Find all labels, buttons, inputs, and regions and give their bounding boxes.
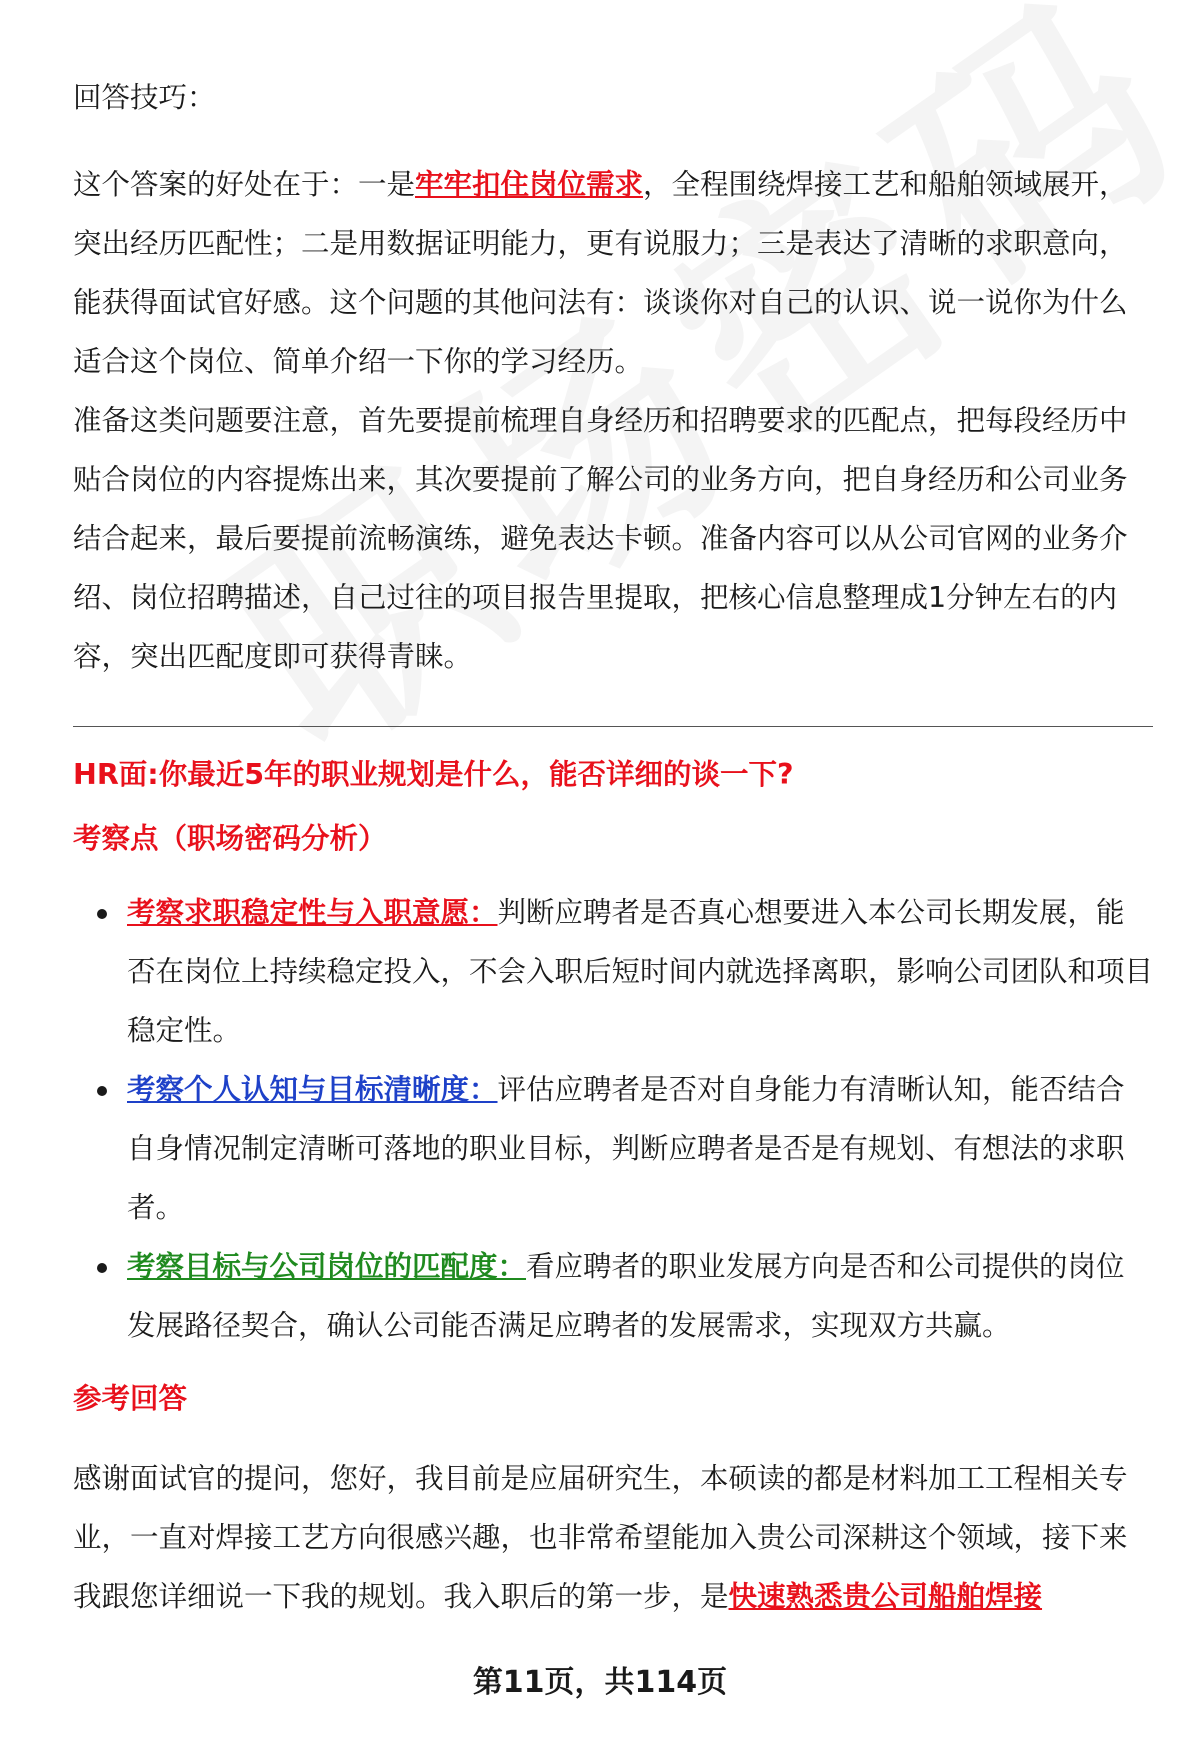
tips-label: 回答技巧： (73, 81, 216, 114)
answer-highlight: 快速熟悉贵公司船舶焊接 (728, 1580, 1043, 1613)
point-title: 考察目标与公司岗位的匹配度： (127, 1250, 527, 1283)
reference-answer-heading: 参考回答 (73, 1382, 188, 1415)
answer-pre: 感谢面试官的提问，您好，我目前是应届研究生，本硕读的都是材料加工工程相关专业，一直对焊接工艺方向很感兴趣，也非常希望能加入贵公司深耕这个领域，接下来我跟您详细说一下我的规划。我入职后的第一步，是 (73, 1462, 1128, 1613)
assessment-heading: 考察点（职场密码分析） (73, 822, 387, 855)
reference-answer-paragraph (73, 1449, 1153, 1626)
point-title: 考察求职稳定性与入职意愿： (127, 896, 498, 929)
page-content (73, 68, 1153, 1626)
question-heading: HR面:你最近5年的职业规划是什么，能否详细的谈一下? (73, 758, 794, 791)
tips-paragraph-2: 准备这类问题要注意，首先要提前梳理自身经历和招聘要求的匹配点，把每段经历中贴合岗位的内容提炼出来，其次要提前了解公司的业务方向，把自身经历和公司业务结合起来，最后要提前流畅演练，避免表达卡顿。准备内容可以从公司官网的业务介绍、岗位招聘描述，自己过往的项目报告里提取，把核心信息整理成1分钟左右的内容，突出匹配度即可获得青睐。 (73, 404, 1128, 673)
point-text: 判断应聘者是否真心想要进入本公司长期发展，能否在岗位上持续稳定投入，不会入职后短时间内就选择离职，影响公司团队和项目稳定性。 (127, 896, 1154, 1047)
list-item (127, 1060, 1153, 1237)
list-item (127, 883, 1153, 1060)
tips-para1-highlight: 牢牢扣住岗位需求 (415, 168, 644, 201)
point-text: 评估应聘者是否对自身能力有清晰认知，能否结合自身情况制定清晰可落地的职业目标，判断应聘者是否是有规划、有想法的求职者。 (127, 1073, 1125, 1224)
list-item (127, 1237, 1153, 1355)
point-text: 看应聘者的职业发展方向是否和公司提供的岗位发展路径契合，确认公司能否满足应聘者的发展需求，实现双方共赢。 (127, 1250, 1125, 1342)
page-number-footer: 第11页，共114页 (472, 1665, 728, 1700)
tips-para1-post: ，全程围绕焊接工艺和船舶领域展开，突出经历匹配性；二是用数据证明能力，更有说服力；三是表达了清晰的求职意向，能获得面试官好感。这个问题的其他问法有：谈谈你对自己的认识、说一说你为什么适合这个岗位、简单介绍一下你的学习经历。 (73, 168, 1128, 378)
point-title: 考察个人认知与目标清晰度： (127, 1073, 498, 1106)
tips-paragraph-1 (73, 155, 1153, 391)
section-divider (73, 726, 1153, 727)
tips-para1-pre: 这个答案的好处在于：一是 (73, 168, 416, 201)
assessment-points-list (73, 883, 1153, 1355)
